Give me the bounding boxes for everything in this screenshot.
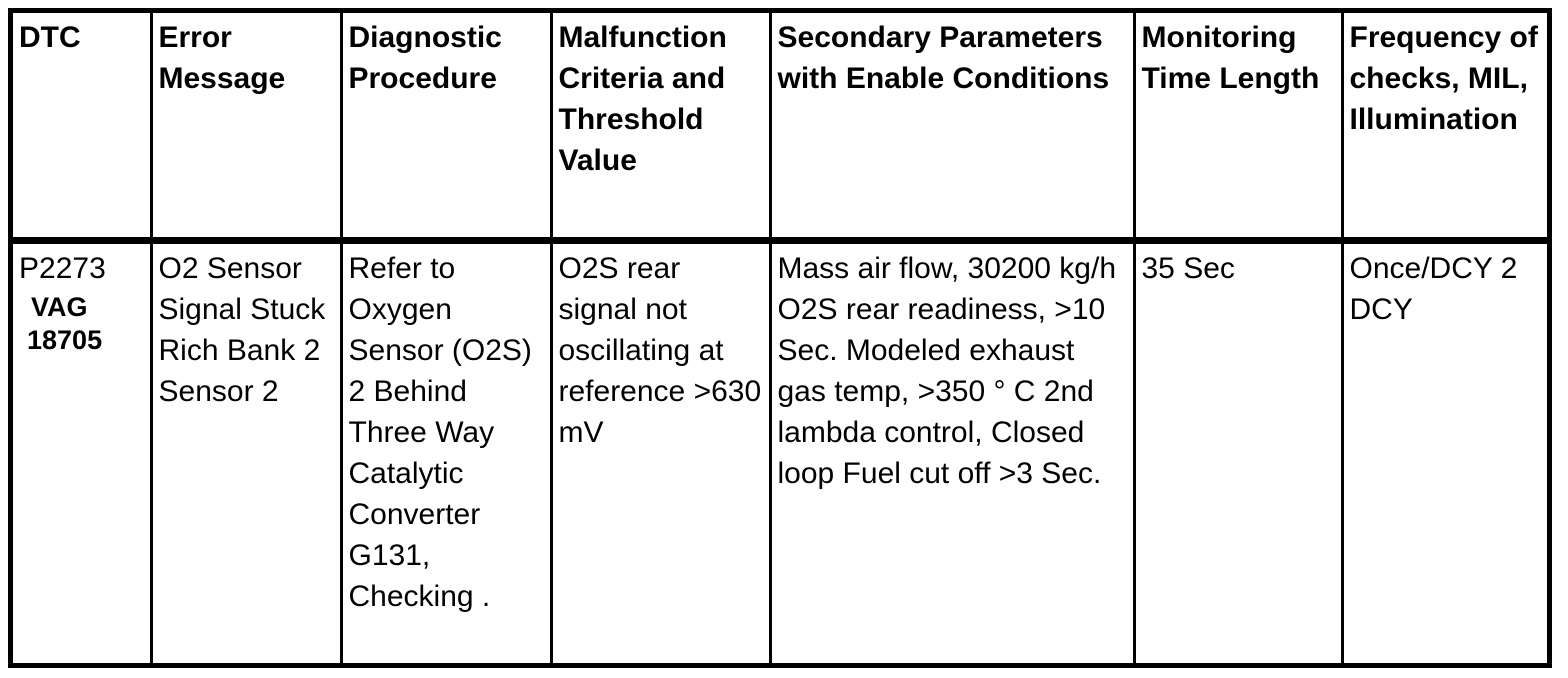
frequency-text: Once/DCY 2 DCY [1349,252,1518,326]
header-secondary-parameters: Secondary Parameters with Enable Conditions [770,13,1134,241]
cell-dtc [13,241,151,664]
table-row [13,241,1547,664]
header-diagnostic-procedure: Diagnostic Procedure [341,13,551,241]
dtc-table [13,13,1547,663]
cell-error-message [151,241,341,664]
cell-diagnostic-procedure [341,241,551,664]
cell-monitoring-time [1134,241,1342,664]
header-malfunction-criteria: Malfunction Criteria and Threshold Value [551,13,770,241]
dtc-table-frame [8,8,1552,668]
secondary-parameters-text: Mass air flow, 30200 kg/h O2S rear readiness, >10 Sec. Modeled exhaust gas temp, >350 ° C 2nd lambda control, Closed loop Fuel cut off >3 Sec. [777,252,1117,490]
header-frequency: Frequency of checks, MIL, Illumination [1342,13,1547,241]
malfunction-criteria-text: O2S rear signal not oscillating at reference >630 mV [558,252,762,449]
cell-frequency [1342,241,1547,664]
header-monitoring-time: Monitoring Time Length [1134,13,1342,241]
vag-code-block [19,291,144,357]
error-message-text: O2 Sensor Signal Stuck Rich Bank 2 Sensor 2 [158,252,326,408]
header-error-message: Error Message [151,13,341,241]
cell-secondary-parameters [770,241,1134,664]
vag-code: 18705 [27,325,103,355]
vag-label: VAG [31,292,88,322]
table-header-row [13,13,1547,241]
diagnostic-procedure-text: Refer to Oxygen Sensor (O2S) 2 Behind Three Way Catalytic Converter G131, Checking . [348,252,532,613]
monitoring-time-text: 35 Sec [1141,252,1235,285]
header-dtc: DTC [13,13,151,241]
dtc-code: P2273 [19,252,106,285]
cell-malfunction-criteria [551,241,770,664]
